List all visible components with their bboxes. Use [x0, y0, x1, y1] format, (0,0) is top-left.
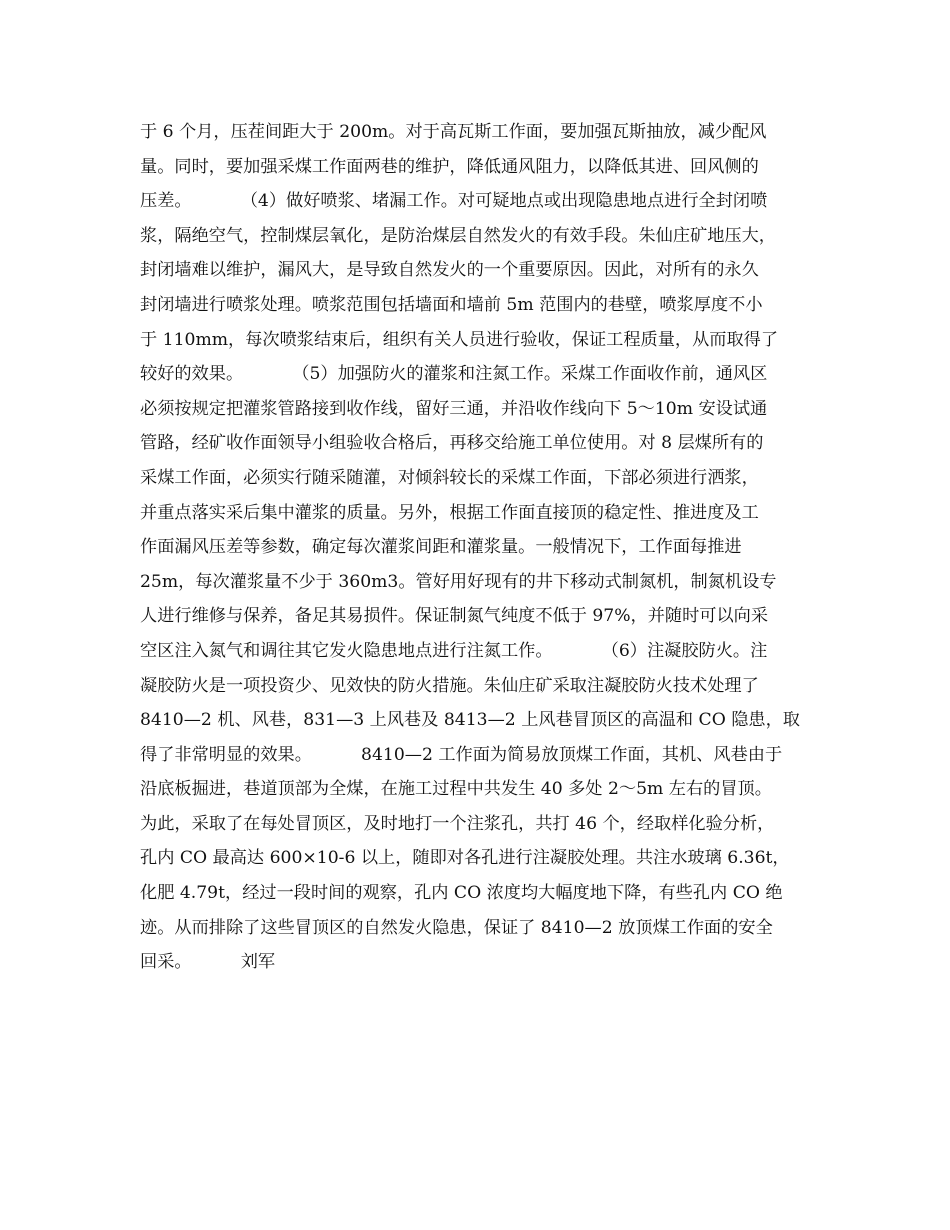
text-line: 8410—2 机、风巷，831—3 上风巷及 8413—2 上风巷冒顶区的高温和 CO 隐患，取 — [140, 710, 800, 731]
text-line: 化肥 4.79t，经过一段时间的观察，孔内 CO 浓度均大幅度地下降，有些孔内 CO 绝 — [140, 883, 783, 904]
text-line: 孔内 CO 最高达 600×10-6 以上，随即对各孔进行注凝胶处理。共注水玻璃 6.36t， — [140, 848, 790, 869]
text-line: 封闭墙难以维护，漏风大，是导致自然发火的一个重要原因。因此，对所有的永久 — [140, 260, 759, 281]
text-line: 浆，隔绝空气，控制煤层氧化，是防治煤层自然发火的有效手段。朱仙庄矿地压大， — [140, 225, 776, 246]
text-line: 于 110mm，每次喷浆结束后，组织有关人员进行验收，保证工程质量，从而取得了 — [140, 329, 779, 350]
text-line: 于 6 个月，压茬间距大于 200m。对于高瓦斯工作面，要加强瓦斯抽放，减少配风 — [140, 122, 767, 142]
text-line: 25m，每次灌浆量不少于 360m3。管好用好现有的井下移动式制氮机，制氮机设专 — [140, 571, 777, 592]
text-line: 较好的效果。 （5）加强防火的灌浆和注氮工作。采煤工作面收作前，通风区 — [140, 364, 768, 385]
text-line: 空区注入氮气和调往其它发火隐患地点进行注氮工作。 （6）注凝胶防火。注 — [140, 640, 768, 661]
text-line: 作面漏风压差等参数，确定每次灌浆间距和灌浆量。一般情况下，工作面每推进 — [140, 537, 742, 558]
text-line: 为此，采取了在每处冒顶区，及时地打一个注浆孔，共打 46 个，经取样化验分析， — [140, 813, 775, 834]
text-line: 并重点落实采后集中灌浆的质量。另外，根据工作面直接顶的稳定性、推进度及工 — [140, 502, 759, 523]
text-line: 管路，经矿收作面领导小组验收合格后，再移交给施工单位使用。对 8 层煤所有的 — [140, 433, 764, 454]
text-line: 压差。 （4）做好喷浆、堵漏工作。对可疑地点或出现隐患地点进行全封闭喷 — [140, 191, 768, 212]
text-line: 采煤工作面，必须实行随采随灌，对倾斜较长的采煤工作面，下部必须进行洒浆， — [140, 467, 759, 488]
text-line: 凝胶防火是一项投资少、见效快的防火措施。朱仙庄矿采取注凝胶防火技术处理了 — [140, 675, 759, 696]
text-line: 量。同时，要加强采煤工作面两巷的维护，降低通风阻力，以降低其进、回风侧的 — [140, 156, 759, 177]
text-line: 必须按规定把灌浆管路接到收作线，留好三通，并沿收作线向下 5～10m 安设试通 — [140, 398, 768, 419]
body-text — [140, 115, 820, 980]
text-line: 人进行维修与保养，备足其易损件。保证制氮气纯度不低于 97%，并随时可以向采 — [140, 606, 769, 627]
text-line: 得了非常明显的效果。 8410—2 工作面为简易放顶煤工作面，其机、风巷由于 — [140, 744, 783, 765]
text-line: 回采。 刘军 — [140, 952, 276, 973]
text-line: 迹。从而排除了这些冒顶区的自然发火隐患，保证了 8410—2 放顶煤工作面的安全 — [140, 917, 773, 938]
text-line: 封闭墙进行喷浆处理。喷浆范围包括墙面和墙前 5m 范围内的巷壁，喷浆厚度不小 — [140, 294, 763, 315]
text-line: 沿底板掘进，巷道顶部为全煤，在施工过程中共发生 40 多处 2～5m 左右的冒顶。 — [140, 779, 772, 800]
